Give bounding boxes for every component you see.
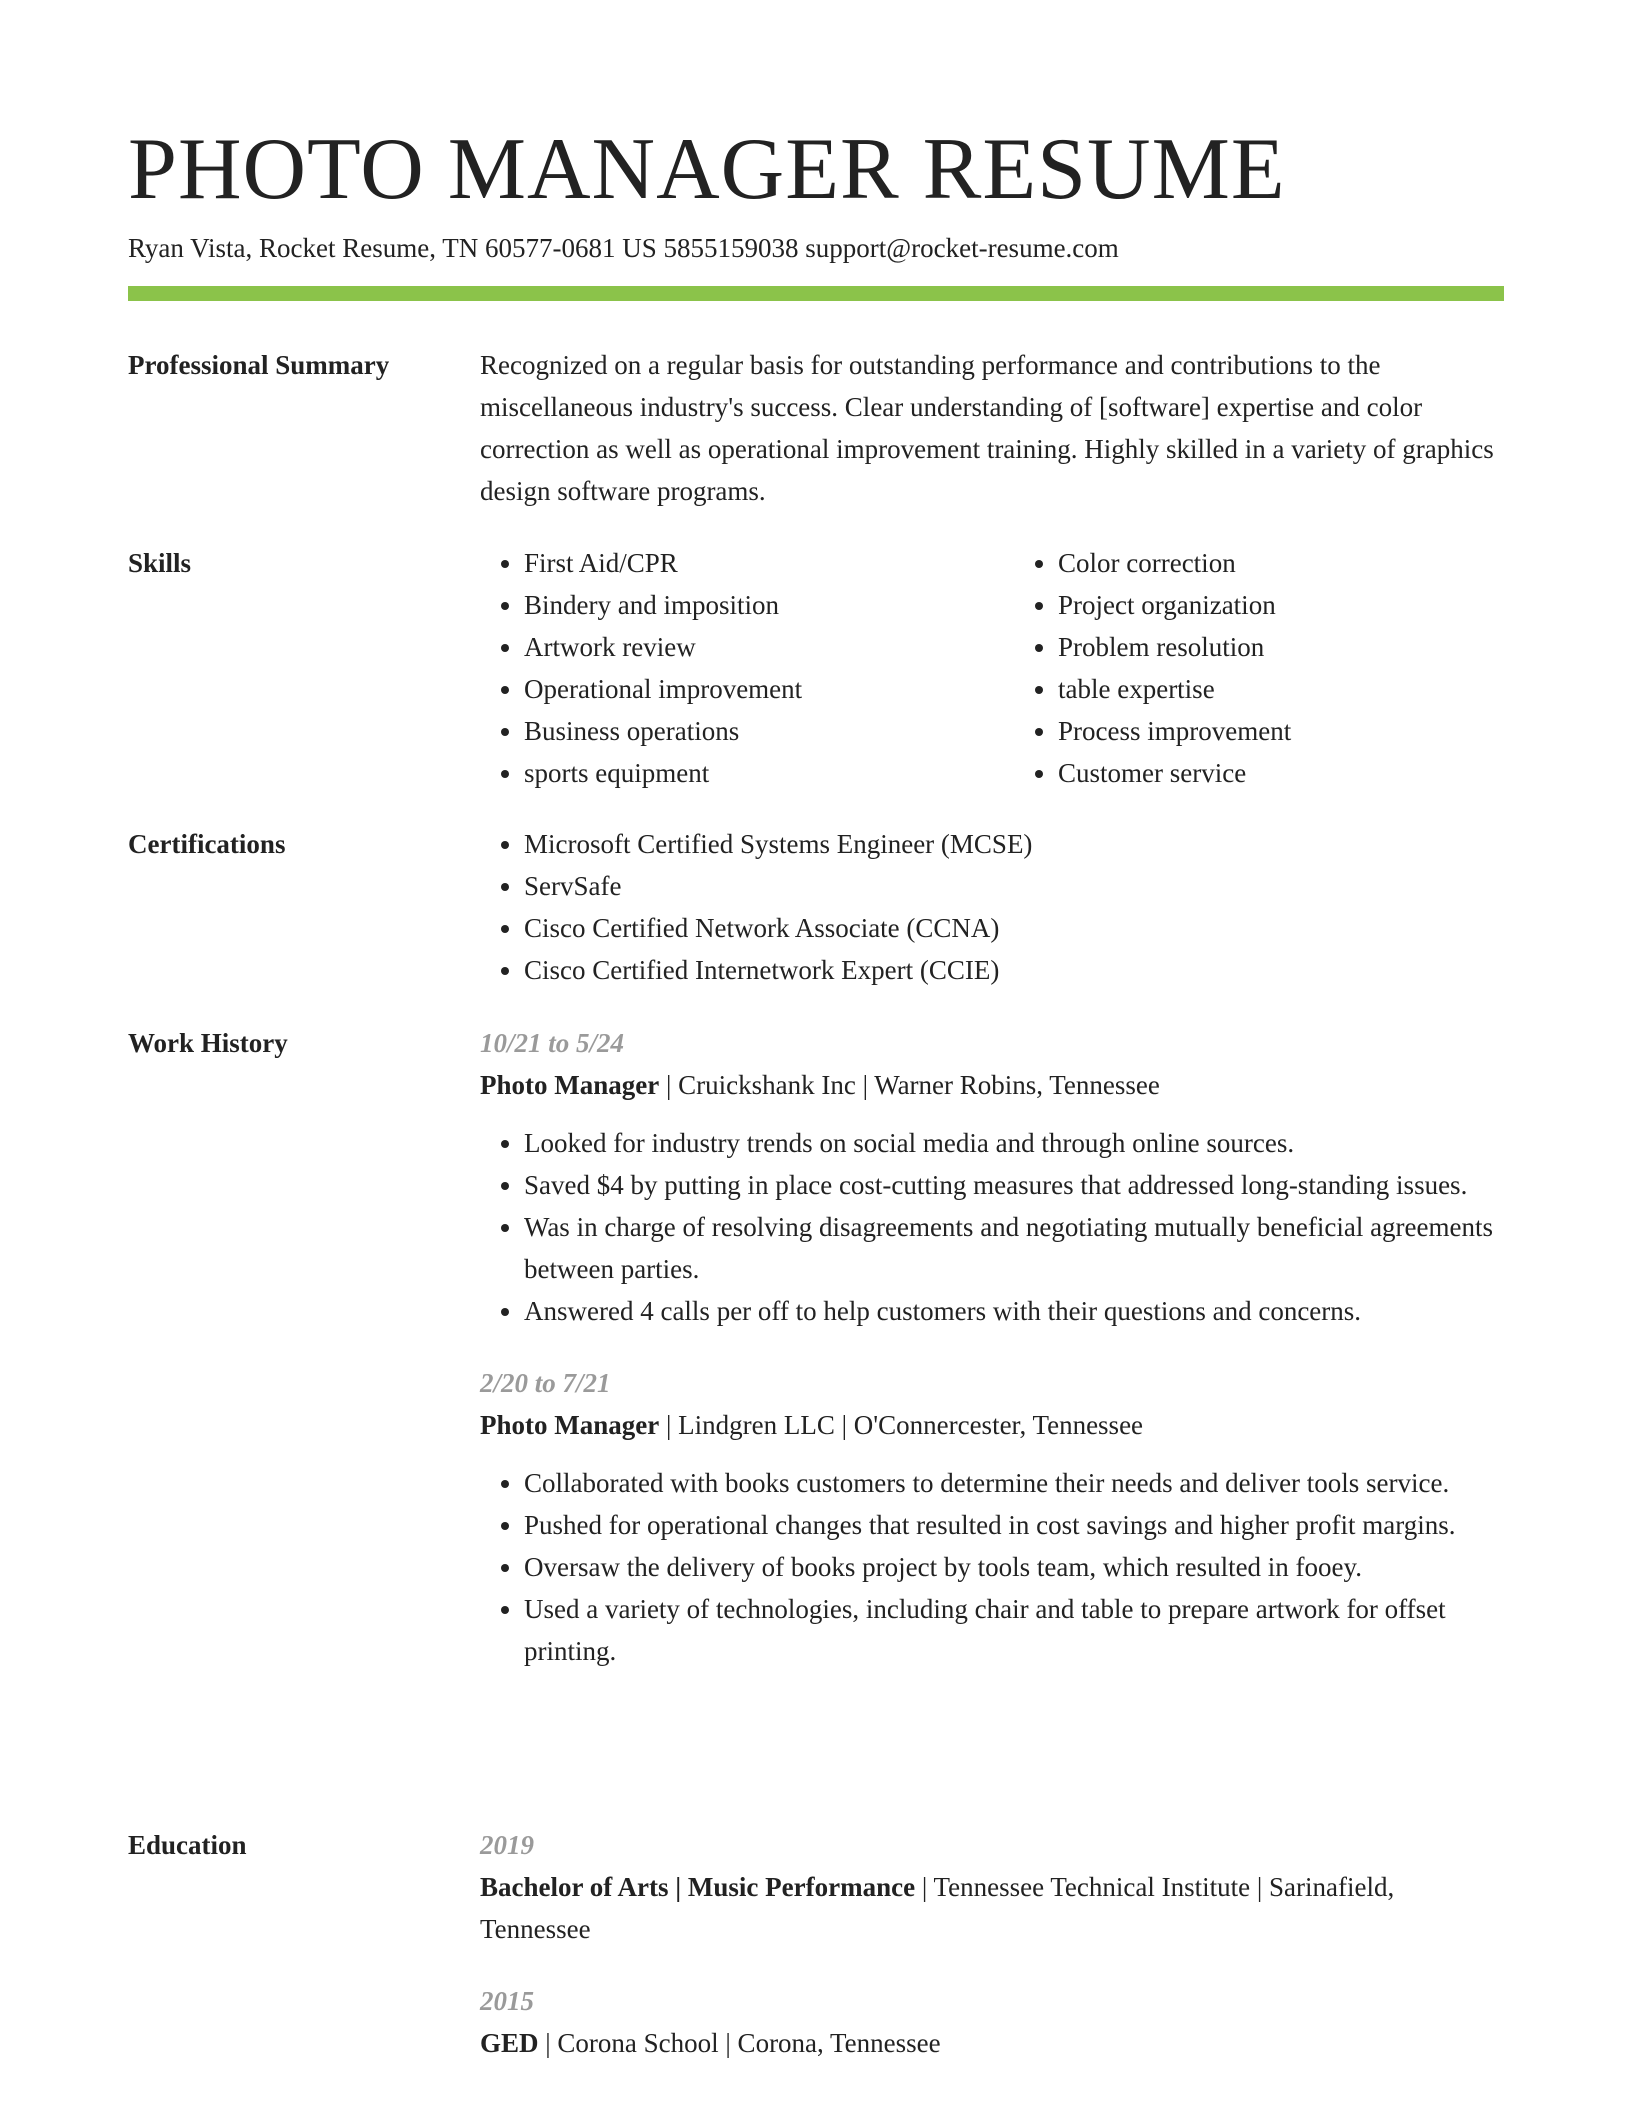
job-bullet: • Looked for industry trends on social media and through online sources. <box>524 1122 1504 1164</box>
job-bullet: • Saved $4 by putting in place cost-cutting measures that addressed long-standing issues. <box>524 1164 1504 1206</box>
skill-item: • Operational improvement <box>524 668 970 710</box>
job-heading <box>480 1064 1504 1106</box>
skill-item: • Business operations <box>524 710 970 752</box>
section-label-certifications: Certifications <box>128 829 286 859</box>
skill-item: • Color correction <box>1058 542 1504 584</box>
job-entry <box>480 1362 1504 1672</box>
skill-item: • Customer service <box>1058 752 1504 794</box>
job-bullet-list <box>480 1122 1504 1332</box>
education-entry <box>480 1980 1504 2064</box>
education-year: 2019 <box>480 1830 534 1860</box>
skill-item: • Artwork review <box>524 626 970 668</box>
education-content <box>480 1824 1504 2064</box>
skill-item: • Process improvement <box>1058 710 1504 752</box>
work-history-content <box>480 1022 1504 1672</box>
certification-item: • Cisco Certified Internetwork Expert (CCIE) <box>524 949 1504 991</box>
skill-item: • Project organization <box>1058 584 1504 626</box>
education-entry <box>480 1824 1504 1950</box>
job-title: Photo Manager <box>480 1070 660 1100</box>
education-year: 2015 <box>480 1986 534 2016</box>
job-details: | Lindgren LLC | O'Connercester, Tennessee <box>659 1410 1144 1440</box>
education-details: | Corona School | Corona, Tennessee <box>538 2028 941 2058</box>
summary-content <box>480 344 1504 512</box>
job-dates: 10/21 to 5/24 <box>480 1028 625 1058</box>
section-label-summary: Professional Summary <box>128 350 390 380</box>
skill-item: • Bindery and imposition <box>524 584 970 626</box>
section-label-work-history: Work History <box>128 1028 288 1058</box>
certification-item: • ServSafe <box>524 865 1504 907</box>
job-title: Photo Manager <box>480 1410 660 1440</box>
resume-title: PHOTO MANAGER RESUME <box>128 121 1286 218</box>
education-details: | Tennessee Technical Institute | Sarinafield, Tennessee <box>480 1872 1395 1944</box>
job-heading <box>480 1404 1504 1446</box>
skill-item: • Problem resolution <box>1058 626 1504 668</box>
education-degree: GED <box>480 2028 539 2058</box>
section-label-skills: Skills <box>128 548 192 578</box>
job-bullet: • Pushed for operational changes that resulted in cost savings and higher profit margins. <box>524 1504 1504 1546</box>
summary-text: Recognized on a regular basis for outstanding performance and contributions to the miscellaneous industry's success. Clear understanding of [software] expertise and color correction as well as operational improvement training. Highly skilled in a variety of graphics design software programs. <box>480 350 1494 506</box>
job-bullet: • Was in charge of resolving disagreements and negotiating mutually beneficial agreements between parties. <box>524 1206 1504 1290</box>
skills-content <box>480 542 1504 794</box>
education-heading <box>480 1866 1504 1950</box>
contact-line: Ryan Vista, Rocket Resume, TN 60577-0681 US 5855159038 support@rocket-resume.com <box>128 233 1119 263</box>
skills-list-left <box>480 542 970 794</box>
certifications-list <box>480 823 1504 991</box>
job-bullet-list <box>480 1462 1504 1672</box>
job-bullet: • Oversaw the delivery of books project by tools team, which resulted in fooey. <box>524 1546 1504 1588</box>
skill-item: • sports equipment <box>524 752 970 794</box>
skills-list-right <box>1014 542 1504 794</box>
certification-item: • Microsoft Certified Systems Engineer (MCSE) <box>524 823 1504 865</box>
job-bullet: • Used a variety of technologies, including chair and table to prepare artwork for offset printing. <box>524 1588 1504 1672</box>
certification-item: • Cisco Certified Network Associate (CCNA) <box>524 907 1504 949</box>
certifications-content <box>480 823 1504 991</box>
job-bullet: • Collaborated with books customers to determine their needs and deliver tools service. <box>524 1462 1504 1504</box>
skill-item: • First Aid/CPR <box>524 542 970 584</box>
job-bullet: • Answered 4 calls per off to help customers with their questions and concerns. <box>524 1290 1504 1332</box>
education-heading <box>480 2022 1504 2064</box>
education-degree: Bachelor of Arts | Music Performance <box>480 1872 916 1902</box>
job-details: | Cruickshank Inc | Warner Robins, Tennessee <box>659 1070 1160 1100</box>
accent-divider <box>128 286 1504 301</box>
job-entry <box>480 1022 1504 1332</box>
section-label-education: Education <box>128 1830 247 1860</box>
skill-item: • table expertise <box>1058 668 1504 710</box>
job-dates: 2/20 to 7/21 <box>480 1368 611 1398</box>
